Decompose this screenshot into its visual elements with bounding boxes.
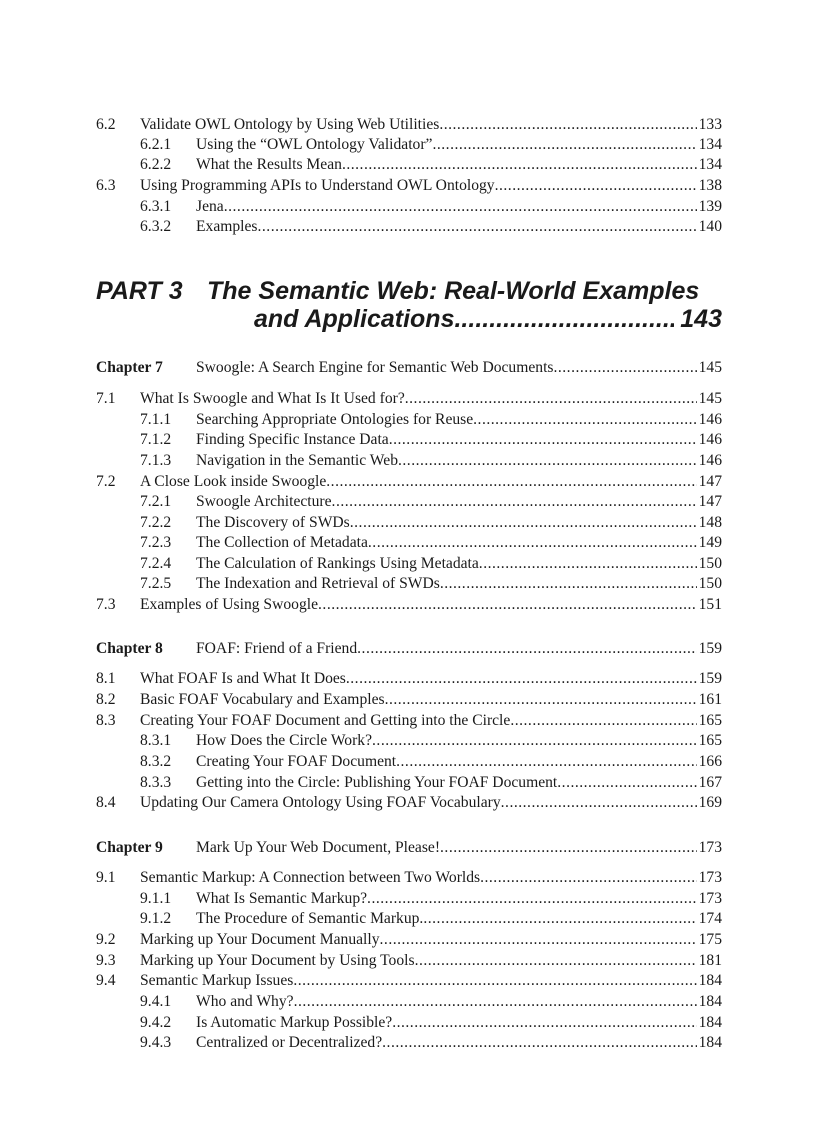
entry-title: Centralized or Decentralized? [196, 1034, 383, 1051]
toc-entry [96, 595, 722, 615]
dot-leader [380, 930, 697, 950]
entry-number: 7.1 [96, 390, 116, 407]
entry-title: A Close Look inside Swoogle [140, 473, 327, 490]
entry-title: Validate OWL Ontology by Using Web Utilities [140, 116, 440, 133]
entry-page: 146 [698, 431, 722, 448]
dot-leader [440, 838, 697, 858]
entry-page: 166 [698, 753, 722, 770]
entry-page: 149 [698, 534, 722, 551]
entry-page: 134 [698, 156, 722, 173]
dot-leader [294, 992, 697, 1012]
entry-title: Creating Your FOAF Document and Getting into the Circle [140, 712, 511, 729]
toc-entry [96, 533, 722, 553]
chapter-title: Mark Up Your Web Document, Please! [196, 839, 441, 856]
part-title-line1: The Semantic Web: Real-World Examples [207, 277, 700, 305]
dot-leader [473, 410, 696, 430]
entry-page: 150 [698, 575, 722, 592]
entry-title: What FOAF Is and What It Does [140, 670, 346, 687]
entry-number: 6.2 [96, 116, 116, 133]
toc-entry [96, 135, 722, 155]
toc-entry [96, 773, 722, 793]
toc-entry [96, 951, 722, 971]
dot-leader [398, 451, 697, 471]
entry-title: Finding Specific Instance Data [196, 431, 389, 448]
dot-leader [495, 176, 697, 196]
part-label: PART 3 [96, 277, 183, 305]
entry-number: 7.2.2 [140, 514, 172, 531]
entry-number: 9.4.1 [140, 993, 172, 1010]
entry-number: 9.1.2 [140, 910, 172, 927]
entry-number: 8.3.2 [140, 753, 172, 770]
entry-title: Marking up Your Document Manually [140, 931, 380, 948]
toc-entry [96, 155, 722, 175]
dot-leader [293, 971, 696, 991]
entry-page: 133 [698, 116, 722, 133]
chapter-heading [96, 639, 722, 659]
toc-entry [96, 731, 722, 751]
entry-number: 9.2 [96, 931, 116, 948]
entry-title: Jena [196, 198, 224, 215]
dot-leader [258, 217, 697, 237]
entry-title: Basic FOAF Vocabulary and Examples [140, 691, 385, 708]
entry-title: How Does the Circle Work? [196, 732, 373, 749]
toc-entry [96, 430, 722, 450]
toc-entry [96, 574, 722, 594]
dot-leader [357, 639, 696, 659]
entry-page: 184 [698, 1034, 722, 1051]
entry-number: 7.2.4 [140, 555, 172, 572]
dot-leader [396, 752, 696, 772]
entry-page: 173 [698, 869, 722, 886]
dot-leader [368, 533, 697, 553]
entry-title: What Is Semantic Markup? [196, 890, 368, 907]
entry-title: Navigation in the Semantic Web [196, 452, 398, 469]
entry-number: 7.3 [96, 596, 116, 613]
toc-entry [96, 389, 722, 409]
entry-page: 146 [698, 452, 722, 469]
dot-leader [318, 595, 697, 615]
toc-entry [96, 513, 722, 533]
entry-number: 8.3 [96, 712, 116, 729]
dot-leader [350, 513, 697, 533]
entry-page: 138 [698, 177, 722, 194]
chapter-label: Chapter 7 [96, 359, 163, 376]
entry-number: 6.3 [96, 177, 116, 194]
toc-entry [96, 410, 722, 430]
entry-title: Examples of Using Swoogle [140, 596, 319, 613]
dot-leader [372, 731, 697, 751]
entry-title: Examples [196, 218, 258, 235]
entry-number: 7.1.2 [140, 431, 172, 448]
entry-title: The Calculation of Rankings Using Metadata [196, 555, 479, 572]
entry-page: 167 [698, 774, 722, 791]
entry-number: 6.3.1 [140, 198, 172, 215]
entry-page: 140 [698, 218, 722, 235]
toc-entry [96, 711, 722, 731]
toc-entry [96, 176, 722, 196]
entry-number: 9.4.2 [140, 1014, 172, 1031]
dot-leader [553, 358, 696, 378]
entry-title: Who and Why? [196, 993, 294, 1010]
dot-leader [480, 868, 697, 888]
toc-entry [96, 889, 722, 909]
entry-page: 161 [698, 691, 722, 708]
entry-number: 7.2 [96, 473, 116, 490]
entry-number: 9.1.1 [140, 890, 172, 907]
entry-page: 174 [698, 910, 722, 927]
entry-number: 9.4.3 [140, 1034, 172, 1051]
entry-number: 6.2.1 [140, 136, 172, 153]
toc-entry [96, 197, 722, 217]
entry-number: 8.1 [96, 670, 116, 687]
toc-entry [96, 793, 722, 813]
dot-leader [415, 951, 697, 971]
toc-entry [96, 1013, 722, 1033]
dot-leader [432, 135, 696, 155]
dot-leader [510, 711, 696, 731]
entry-page: 146 [698, 411, 722, 428]
chapter-label: Chapter 9 [96, 839, 163, 856]
toc-entry [96, 868, 722, 888]
dot-leader [382, 1033, 696, 1053]
entry-page: 134 [698, 136, 722, 153]
entry-page: 165 [698, 732, 722, 749]
chapter-page: 173 [698, 839, 722, 856]
entry-number: 6.2.2 [140, 156, 172, 173]
entry-title: Semantic Markup: A Connection between Two Worlds [140, 869, 481, 886]
dot-leader [326, 472, 696, 492]
entry-number: 6.3.2 [140, 218, 172, 235]
dot-leader [501, 793, 697, 813]
entry-number: 8.3.3 [140, 774, 172, 791]
entry-number: 9.4 [96, 972, 116, 989]
chapter-heading [96, 358, 722, 378]
entry-title: Creating Your FOAF Document [196, 753, 397, 770]
entry-page: 150 [698, 555, 722, 572]
toc-entry [96, 971, 722, 991]
entry-number: 7.2.1 [140, 493, 172, 510]
dot-leader [385, 690, 697, 710]
entry-title: Using Programming APIs to Understand OWL Ontology [140, 177, 495, 194]
part-heading [96, 276, 722, 306]
chapter-title: Swoogle: A Search Engine for Semantic Web Documents [196, 359, 554, 376]
part-title-line2: and Applications [254, 305, 455, 333]
dot-leader [405, 389, 697, 409]
dot-leader [479, 554, 697, 574]
entry-page: 175 [698, 931, 722, 948]
entry-page: 139 [698, 198, 722, 215]
entry-title: The Collection of Metadata [196, 534, 368, 551]
toc-entry [96, 909, 722, 929]
dot-leader [454, 304, 674, 334]
entry-title: Searching Appropriate Ontologies for Reuse [196, 411, 474, 428]
entry-page: 184 [698, 972, 722, 989]
entry-number: 9.3 [96, 952, 116, 969]
entry-title: Swoogle Architecture [196, 493, 332, 510]
dot-leader [342, 155, 697, 175]
toc-entry [96, 752, 722, 772]
toc-entry [96, 472, 722, 492]
chapter-heading [96, 838, 722, 858]
entry-title: The Discovery of SWDs [196, 514, 350, 531]
entry-page: 147 [698, 493, 722, 510]
dot-leader [389, 430, 697, 450]
entry-page: 165 [698, 712, 722, 729]
entry-title: What Is Swoogle and What Is It Used for? [140, 390, 405, 407]
toc-entry [96, 492, 722, 512]
entry-title: Using the “OWL Ontology Validator” [196, 136, 433, 153]
chapter-title: FOAF: Friend of a Friend [196, 640, 358, 657]
entry-title: What the Results Mean [196, 156, 342, 173]
entry-page: 151 [698, 596, 722, 613]
entry-page: 181 [698, 952, 722, 969]
dot-leader [423, 909, 696, 929]
chapter-label: Chapter 8 [96, 640, 163, 657]
dot-leader [440, 574, 697, 594]
dot-leader [346, 669, 697, 689]
entry-number: 8.3.1 [140, 732, 172, 749]
chapter-page: 159 [698, 640, 722, 657]
entry-number: 8.4 [96, 794, 116, 811]
toc-entry [96, 930, 722, 950]
toc-entry [96, 115, 722, 135]
entry-number: 7.1.1 [140, 411, 172, 428]
part-page: 143 [680, 305, 722, 333]
toc-entry [96, 451, 722, 471]
dot-leader [224, 197, 697, 217]
entry-number: 8.2 [96, 691, 116, 708]
toc-entry [96, 554, 722, 574]
toc-entry [96, 217, 722, 237]
toc-entry [96, 690, 722, 710]
entry-title: Marking up Your Document by Using Tools [140, 952, 415, 969]
entry-page: 169 [698, 794, 722, 811]
entry-number: 7.2.5 [140, 575, 172, 592]
entry-title: Semantic Markup Issues [140, 972, 294, 989]
entry-page: 184 [698, 993, 722, 1010]
entry-page: 184 [698, 1014, 722, 1031]
entry-title: The Indexation and Retrieval of SWDs [196, 575, 440, 592]
dot-leader [557, 773, 696, 793]
part-heading-line2 [96, 304, 722, 334]
entry-page: 173 [698, 890, 722, 907]
entry-page: 148 [698, 514, 722, 531]
toc-entry [96, 1033, 722, 1053]
chapter-page: 145 [698, 359, 722, 376]
entry-title: Is Automatic Markup Possible? [196, 1014, 393, 1031]
toc-entry [96, 669, 722, 689]
entry-title: Updating Our Camera Ontology Using FOAF Vocabulary [140, 794, 501, 811]
dot-leader [439, 115, 696, 135]
entry-title: Getting into the Circle: Publishing Your FOAF Document [196, 774, 558, 791]
dot-leader [392, 1013, 696, 1033]
entry-number: 9.1 [96, 869, 116, 886]
dot-leader [367, 889, 697, 909]
entry-number: 7.1.3 [140, 452, 172, 469]
entry-page: 145 [698, 390, 722, 407]
toc-entry [96, 992, 722, 1012]
dot-leader [332, 492, 697, 512]
entry-page: 159 [698, 670, 722, 687]
entry-number: 7.2.3 [140, 534, 172, 551]
entry-page: 147 [698, 473, 722, 490]
entry-title: The Procedure of Semantic Markup. [196, 910, 424, 927]
